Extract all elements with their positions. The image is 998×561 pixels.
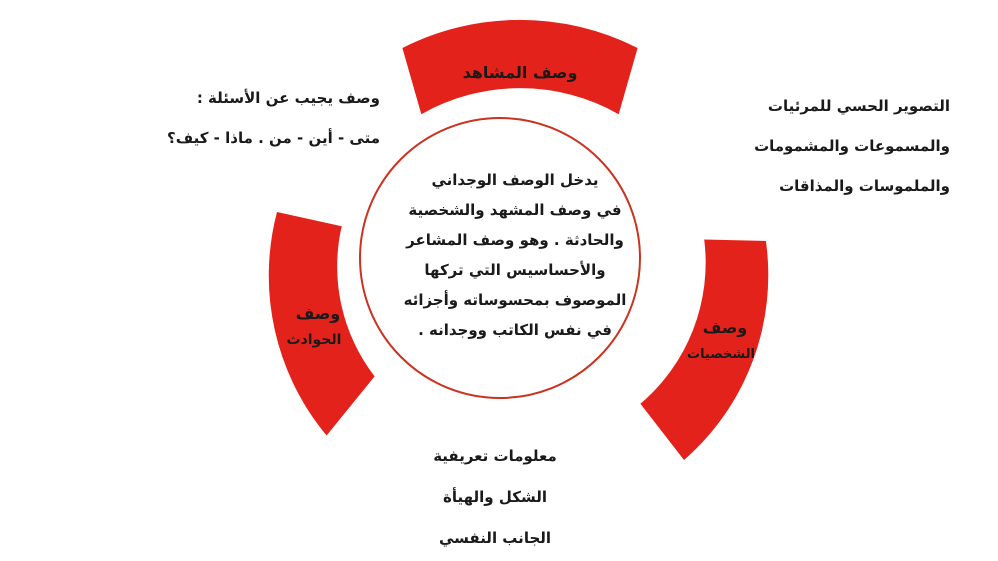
center-line: والحادثة . وهو وصف المشاعر <box>406 231 624 249</box>
note-line: معلومات تعريفية <box>433 447 557 465</box>
top-left-note <box>120 78 380 158</box>
center-line: في وصف المشهد والشخصية <box>408 201 622 219</box>
segment-left-events <box>269 212 375 436</box>
center-description <box>395 165 635 345</box>
note-line: وصف يجيب عن الأسئلة : <box>196 89 380 107</box>
segment-left-label-line1: وصف <box>295 304 341 323</box>
note-line: متى - أين - من . ماذا - كيف؟ <box>167 129 380 147</box>
note-line: الشكل والهيأة <box>443 488 547 506</box>
note-line: الجانب النفسي <box>438 529 552 547</box>
segment-right-label-line2: الشخصيات <box>687 347 755 362</box>
note-line: والملموسات والمذاقات <box>779 177 950 195</box>
center-line: والأحساسيس التي تركها <box>424 261 606 279</box>
segment-right-label-line1: وصف <box>702 318 748 337</box>
center-line: الموصوف بمحسوساته وأجزائه <box>403 291 627 309</box>
note-line: التصوير الحسي للمرئيات <box>767 97 950 115</box>
segment-top-label: وصف المشاهد <box>462 63 578 82</box>
segment-left-label-line2: الحوادث <box>286 332 342 348</box>
note-line: والمسموعات والمشمومات <box>754 137 950 155</box>
center-line: يدخل الوصف الوجداني <box>431 171 599 189</box>
center-line: في نفس الكاتب ووجدانه . <box>418 321 612 339</box>
top-right-note <box>720 86 950 206</box>
bottom-note <box>400 436 590 559</box>
